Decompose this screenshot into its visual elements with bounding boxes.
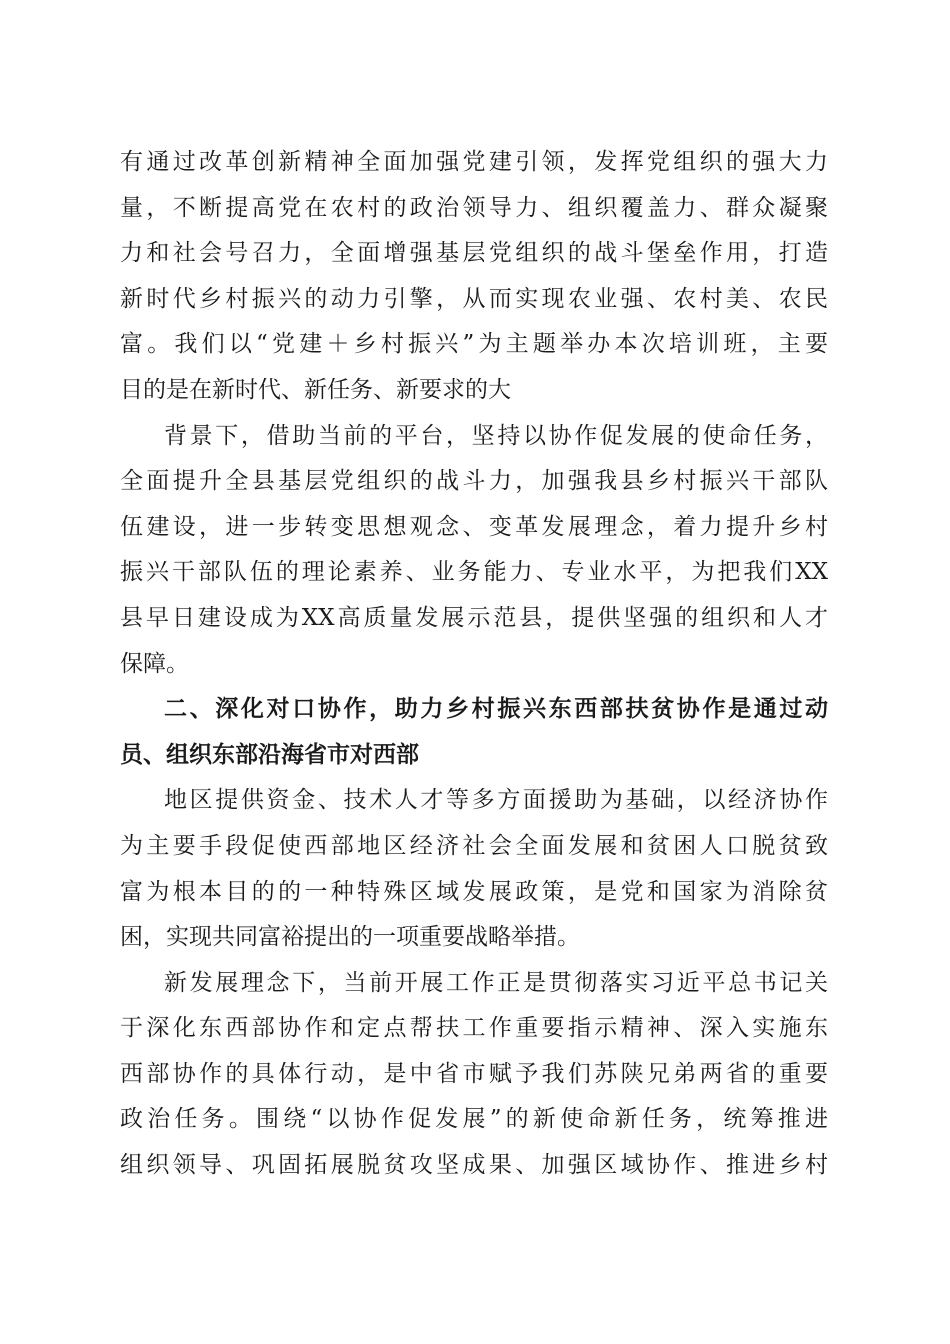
paragraph-1 xyxy=(120,140,828,414)
text-line: 全面提升全县基层党组织的战斗力，加强我县乡村振兴干部队 xyxy=(120,468,828,495)
text-line: 县早日建设成为XX高质量发展示范县，提供坚强的组织和人才 xyxy=(120,604,828,631)
text-line: 于深化东西部协作和定点帮扶工作重要指示精神、深入实施东 xyxy=(120,1015,828,1042)
text-line: 伍建设，进一步转变思想观念、变革发展理念，着力提升乡村 xyxy=(120,513,828,540)
text-line: 量，不断提高党在农村的政治领导力、组织覆盖力、群众凝聚 xyxy=(120,194,828,221)
text-line: 地区提供资金、技术人才等多方面援助为基础，以经济协作 xyxy=(164,787,828,814)
text-line: 富。我们以“党建＋乡村振兴”为主题举办本次培训班，主要 xyxy=(120,331,828,358)
text-line: 有通过改革创新精神全面加强党建引领，发挥党组织的强大力 xyxy=(120,149,828,175)
heading-line: 员、组织东部沿海省市对西部 xyxy=(120,741,419,768)
text-line: 富为根本目的的一种特殊区域发展政策，是党和国家为消除贫 xyxy=(120,878,828,905)
text-line: 力和社会号召力，全面增强基层党组织的战斗堡垒作用，打造 xyxy=(120,240,828,267)
paragraph-4 xyxy=(120,961,828,1189)
text-line: 新时代乡村振兴的动力引擎，从而实现农业强、农村美、农民 xyxy=(120,285,828,312)
document-page xyxy=(120,140,828,1189)
text-line: 西部协作的具体行动，是中省市赋予我们苏陕兄弟两省的重要 xyxy=(120,1060,828,1087)
text-line: 新发展理念下，当前开展工作正是贯彻落实习近平总书记关 xyxy=(164,969,828,996)
text-line: 背景下，借助当前的平台，坚持以协作促发展的使命任务， xyxy=(164,422,828,449)
paragraph-2 xyxy=(120,414,828,688)
text-line: 保障。 xyxy=(120,650,189,677)
text-line: 组织领导、巩固拓展脱贫攻坚成果、加强区域协作、推进乡村 xyxy=(120,1152,828,1179)
text-line: 振兴干部队伍的理论素养、业务能力、专业水平，为把我们XX xyxy=(120,559,828,586)
text-line: 为主要手段促使西部地区经济社会全面发展和贫困人口脱贫致 xyxy=(120,832,828,859)
text-line: 目的是在新时代、新任务、新要求的大 xyxy=(120,376,511,403)
text-line: 政治任务。围绕“以协作促发展”的新使命新任务，统筹推进 xyxy=(120,1106,828,1133)
paragraph-3 xyxy=(120,778,828,960)
section-heading xyxy=(120,687,828,778)
heading-line: 二、深化对口协作，助力乡村振兴东西部扶贫协作是通过动 xyxy=(164,696,828,723)
text-line: 困，实现共同富裕提出的一项重要战略举措。 xyxy=(120,924,580,951)
